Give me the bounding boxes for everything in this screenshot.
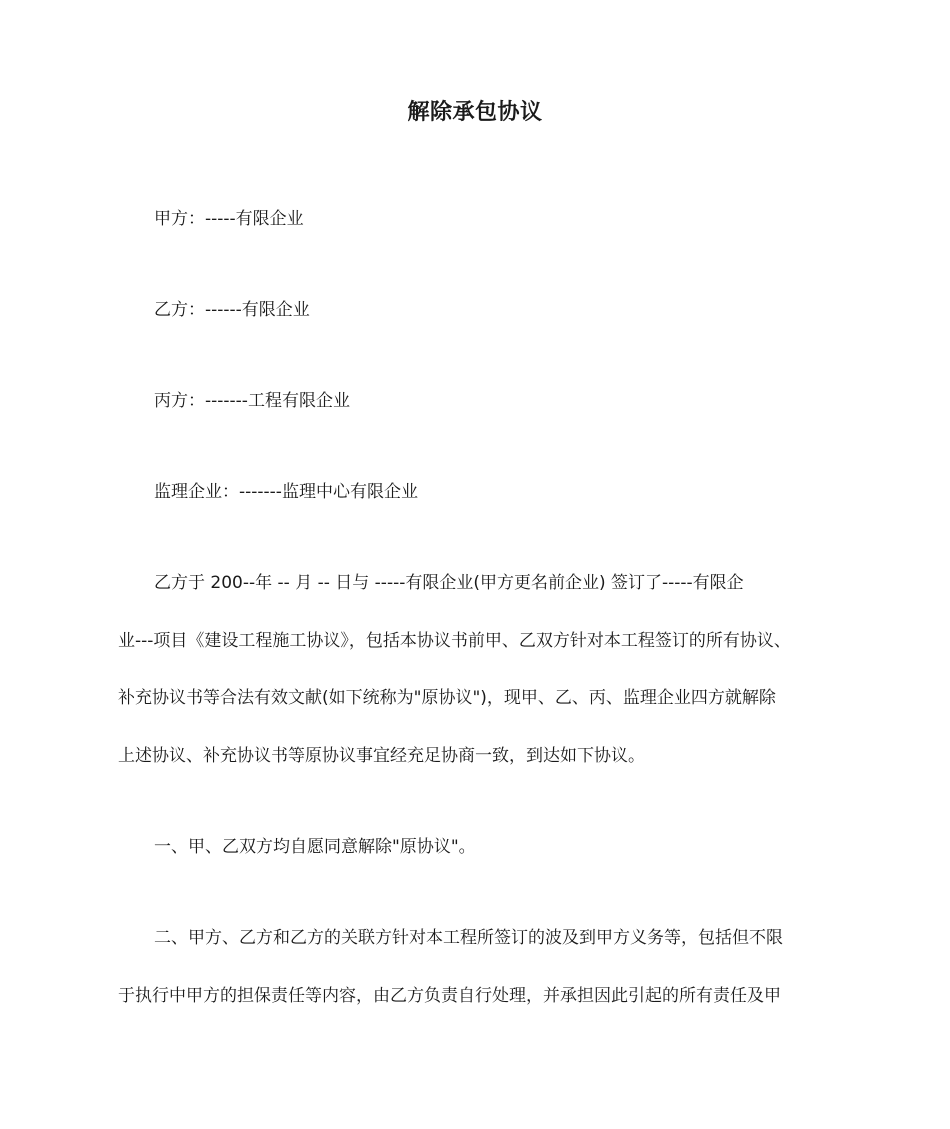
document-title: 解除承包协议 [407, 100, 543, 125]
party-a-line: 甲方：-----有限企业 [154, 209, 304, 229]
clause-2-line: 二、甲方、乙方和乙方的关联方针对本工程所签订的波及到甲方义务等，包括但不限 [154, 928, 783, 948]
party-b-line: 乙方：------有限企业 [154, 300, 310, 320]
party-c-line: 丙方：-------工程有限企业 [154, 391, 350, 411]
clause-1: 一、甲、乙双方均自愿同意解除"原协议"。 [154, 837, 476, 857]
clause-2-line: 于执行中甲方的担保责任等内容，由乙方负责自行处理，并承担因此引起的所有责任及甲 [118, 986, 781, 1006]
preamble-line: 补充协议书等合法有效文献(如下统称为"原协议")，现甲、乙、丙、监理企业四方就解除 [118, 688, 776, 708]
preamble-line: 上述协议、补充协议书等原协议事宜经充足协商一致，到达如下协议。 [118, 746, 645, 766]
supervisor-line: 监理企业：-------监理中心有限企业 [154, 482, 418, 502]
preamble-line: 乙方于 200--年 -- 月 -- 日与 -----有限企业(甲方更名前企业) 签订了-----有限企 [154, 573, 744, 593]
preamble-line: 业---项目《建设工程施工协议》，包括本协议书前甲、乙双方针对本工程签订的所有协议、 [118, 631, 791, 651]
